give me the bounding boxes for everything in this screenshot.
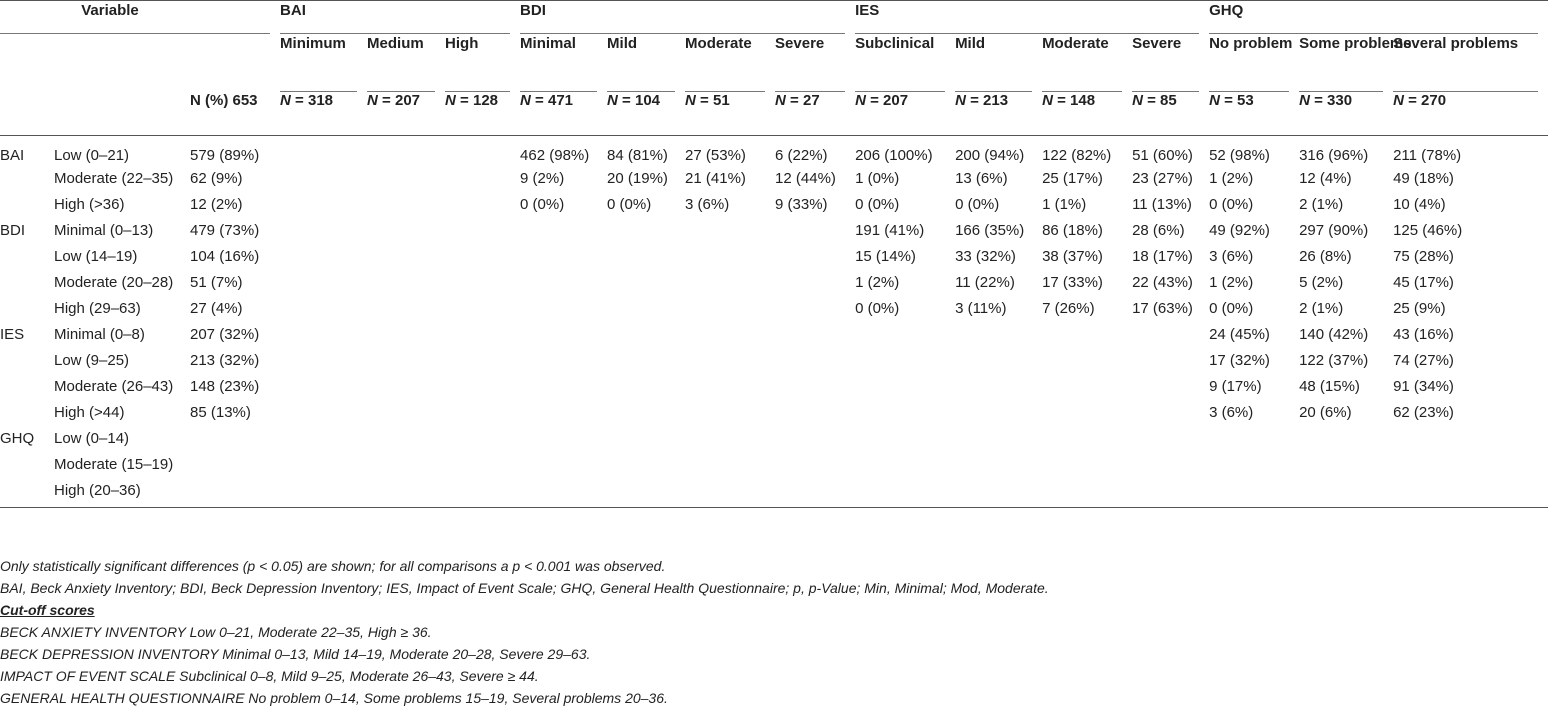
value-cell: 1 (2%) xyxy=(1209,170,1254,187)
level-cell: Low (0–14) xyxy=(54,430,130,447)
cutoff-ies: IMPACT OF EVENT SCALE Subclinical 0–8, Mild 9–25, Moderate 26–43, Severe ≥ 44. xyxy=(0,668,539,684)
subheader: Several problems xyxy=(1393,35,1519,52)
value-cell xyxy=(445,273,520,299)
value-cell xyxy=(520,221,607,247)
subheader: Moderate xyxy=(1042,35,1109,52)
value-cell xyxy=(367,455,445,481)
value-cell xyxy=(367,351,445,377)
value-cell xyxy=(367,429,445,455)
value-cell xyxy=(367,273,445,299)
scale-cell xyxy=(0,377,54,403)
value-cell xyxy=(280,195,367,221)
value-cell xyxy=(367,481,445,508)
value-cell: 0 (0%) xyxy=(607,196,652,213)
total-cell: 104 (16%) xyxy=(190,248,260,265)
scale-cell: BAI xyxy=(0,146,25,164)
table-row xyxy=(0,221,1548,247)
cutoff-heading: Cut-off scores xyxy=(0,602,95,618)
value-cell: 17 (63%) xyxy=(1132,300,1193,317)
value-cell xyxy=(775,247,855,273)
value-cell: 297 (90%) xyxy=(1299,222,1369,239)
value-cell xyxy=(445,135,520,169)
value-cell xyxy=(367,325,445,351)
subheader: Minimal xyxy=(520,35,576,52)
level-cell: Low (14–19) xyxy=(54,248,138,265)
level-cell: High (>44) xyxy=(54,404,125,421)
value-cell: 62 (23%) xyxy=(1393,404,1454,421)
value-cell xyxy=(775,299,855,325)
value-cell xyxy=(955,429,1042,455)
value-cell: 12 (4%) xyxy=(1299,170,1352,187)
value-cell: 5 (2%) xyxy=(1299,274,1344,291)
value-cell: 9 (33%) xyxy=(775,196,828,213)
value-cell xyxy=(685,351,775,377)
value-cell: 22 (43%) xyxy=(1132,274,1193,291)
header-group-bai: BAI xyxy=(280,1,520,35)
level-cell: High (29–63) xyxy=(54,300,141,317)
value-cell xyxy=(855,403,955,429)
value-cell: 52 (98%) xyxy=(1209,146,1270,164)
value-cell xyxy=(520,455,607,481)
value-cell xyxy=(607,377,685,403)
value-cell: 21 (41%) xyxy=(685,170,746,187)
value-cell xyxy=(1132,351,1209,377)
value-cell xyxy=(445,325,520,351)
value-cell xyxy=(445,299,520,325)
value-cell xyxy=(367,195,445,221)
value-cell xyxy=(280,325,367,351)
total-cell xyxy=(190,455,280,481)
total-cell: 85 (13%) xyxy=(190,404,251,421)
value-cell xyxy=(445,169,520,195)
value-cell xyxy=(1132,455,1209,481)
value-cell: 74 (27%) xyxy=(1393,352,1454,369)
value-cell xyxy=(1393,429,1548,455)
table-row xyxy=(0,247,1548,273)
value-cell: 2 (1%) xyxy=(1299,196,1344,213)
value-cell: 166 (35%) xyxy=(955,222,1025,239)
value-cell: 2 (1%) xyxy=(1299,300,1344,317)
value-cell xyxy=(607,481,685,508)
value-cell: 20 (19%) xyxy=(607,170,668,187)
table-row xyxy=(0,135,1548,169)
value-cell: 18 (17%) xyxy=(1132,248,1193,265)
value-cell: 140 (42%) xyxy=(1299,326,1369,343)
value-cell xyxy=(855,325,955,351)
total-cell: 207 (32%) xyxy=(190,326,260,343)
value-cell xyxy=(1042,377,1132,403)
value-cell: 3 (11%) xyxy=(955,300,1007,317)
value-cell: 27 (53%) xyxy=(685,146,746,164)
total-cell: 62 (9%) xyxy=(190,170,243,187)
subheader: Minimum xyxy=(280,35,346,52)
scale-cell xyxy=(0,195,54,221)
n-cell: N = 330 xyxy=(1299,91,1393,135)
value-cell: 1 (1%) xyxy=(1042,196,1087,213)
scale-cell xyxy=(0,403,54,429)
value-cell xyxy=(775,273,855,299)
value-cell xyxy=(775,481,855,508)
value-cell xyxy=(855,377,955,403)
value-cell xyxy=(280,273,367,299)
table-row xyxy=(0,455,1548,481)
value-cell xyxy=(280,403,367,429)
value-cell xyxy=(1393,481,1548,508)
subheader: No problem xyxy=(1209,35,1293,52)
value-cell: 3 (6%) xyxy=(1209,248,1254,265)
scale-cell: GHQ xyxy=(0,430,35,447)
subheader: Severe xyxy=(1132,35,1182,52)
value-cell xyxy=(280,135,367,169)
value-cell: 462 (98%) xyxy=(520,146,590,164)
value-cell xyxy=(280,351,367,377)
value-cell: 24 (45%) xyxy=(1209,326,1270,343)
value-cell xyxy=(607,299,685,325)
value-cell: 48 (15%) xyxy=(1299,378,1360,395)
header-group-bdi: BDI xyxy=(520,1,855,35)
total-cell xyxy=(190,429,280,455)
value-cell: 25 (9%) xyxy=(1393,300,1446,317)
value-cell xyxy=(1209,481,1299,508)
value-cell xyxy=(280,299,367,325)
value-cell xyxy=(1393,455,1548,481)
value-cell xyxy=(1132,377,1209,403)
level-cell: Low (9–25) xyxy=(54,352,130,369)
value-cell: 9 (2%) xyxy=(520,170,565,187)
value-cell xyxy=(607,325,685,351)
value-cell: 0 (0%) xyxy=(1209,196,1254,213)
value-cell xyxy=(685,429,775,455)
abbreviations-note: BAI, Beck Anxiety Inventory; BDI, Beck Depression Inventory; IES, Impact of Event Scale; GHQ, General Health Questionnaire; p, p-Value; Min, Minimal; Mod, Moderate. xyxy=(0,580,1049,596)
value-cell: 9 (17%) xyxy=(1209,378,1262,395)
table-row xyxy=(0,169,1548,195)
value-cell: 1 (2%) xyxy=(1209,274,1254,291)
value-cell xyxy=(955,377,1042,403)
value-cell xyxy=(955,481,1042,508)
value-cell: 43 (16%) xyxy=(1393,326,1454,343)
value-cell xyxy=(607,403,685,429)
value-cell xyxy=(445,403,520,429)
value-cell xyxy=(685,403,775,429)
scale-cell xyxy=(0,169,54,195)
value-cell xyxy=(520,325,607,351)
value-cell: 23 (27%) xyxy=(1132,170,1193,187)
total-cell: 579 (89%) xyxy=(190,146,260,164)
n-cell: N = 471 xyxy=(520,91,607,135)
value-cell: 49 (18%) xyxy=(1393,170,1454,187)
value-cell xyxy=(520,429,607,455)
subheader: Subclinical xyxy=(855,35,935,52)
n-total: N (%) 653 xyxy=(190,91,280,135)
value-cell xyxy=(1042,455,1132,481)
value-cell xyxy=(1209,429,1299,455)
table-row xyxy=(0,403,1548,429)
scale-cell xyxy=(0,455,54,481)
table-row xyxy=(0,195,1548,221)
value-cell: 38 (37%) xyxy=(1042,248,1103,265)
n-cell: N = 207 xyxy=(367,91,445,135)
value-cell xyxy=(445,481,520,508)
value-cell xyxy=(855,429,955,455)
value-cell xyxy=(685,377,775,403)
value-cell: 15 (14%) xyxy=(855,248,916,265)
value-cell xyxy=(775,455,855,481)
value-cell: 10 (4%) xyxy=(1393,196,1446,213)
value-cell xyxy=(855,351,955,377)
value-cell xyxy=(607,429,685,455)
table-row xyxy=(0,273,1548,299)
value-cell xyxy=(775,429,855,455)
value-cell: 51 (60%) xyxy=(1132,146,1193,164)
total-cell: 27 (4%) xyxy=(190,300,243,317)
value-cell: 84 (81%) xyxy=(607,146,668,164)
value-cell xyxy=(607,221,685,247)
value-cell xyxy=(855,455,955,481)
total-cell: 213 (32%) xyxy=(190,352,260,369)
n-cell: N = 85 xyxy=(1132,91,1209,135)
value-cell: 86 (18%) xyxy=(1042,222,1103,239)
n-cell: N = 318 xyxy=(280,91,367,135)
table-row xyxy=(0,299,1548,325)
value-cell xyxy=(685,273,775,299)
level-cell: High (>36) xyxy=(54,196,125,213)
table-row xyxy=(0,325,1548,351)
value-cell: 122 (37%) xyxy=(1299,352,1369,369)
value-cell xyxy=(520,351,607,377)
value-cell xyxy=(445,351,520,377)
value-cell xyxy=(1132,403,1209,429)
scale-cell xyxy=(0,273,54,299)
value-cell xyxy=(1299,429,1393,455)
value-cell xyxy=(1042,403,1132,429)
value-cell xyxy=(685,221,775,247)
scale-cell xyxy=(0,247,54,273)
level-cell: High (20–36) xyxy=(54,481,190,508)
value-cell xyxy=(955,351,1042,377)
level-cell: Moderate (22–35) xyxy=(54,170,174,187)
value-cell xyxy=(520,481,607,508)
value-cell: 316 (96%) xyxy=(1299,146,1369,164)
value-cell xyxy=(367,403,445,429)
value-cell xyxy=(775,377,855,403)
value-cell: 3 (6%) xyxy=(685,196,730,213)
value-cell xyxy=(445,247,520,273)
n-cell: N = 207 xyxy=(855,91,955,135)
level-cell: Moderate (26–43) xyxy=(54,378,174,395)
scale-cell xyxy=(0,481,54,508)
value-cell xyxy=(520,273,607,299)
value-cell xyxy=(280,221,367,247)
value-cell xyxy=(955,403,1042,429)
table-body xyxy=(0,135,1548,508)
n-cell: N = 213 xyxy=(955,91,1042,135)
value-cell xyxy=(607,247,685,273)
value-cell xyxy=(1132,481,1209,508)
value-cell xyxy=(855,481,955,508)
value-cell xyxy=(1209,455,1299,481)
subheader: High xyxy=(445,35,479,52)
cutoff-ghq: GENERAL HEALTH QUESTIONNAIRE No problem 0–14, Some problems 15–19, Several problems 20–36. xyxy=(0,690,668,706)
value-cell: 28 (6%) xyxy=(1132,222,1185,239)
value-cell: 211 (78%) xyxy=(1393,146,1462,164)
subcategory-row xyxy=(0,34,1548,91)
n-cell: N = 270 xyxy=(1393,91,1548,135)
table-footnotes xyxy=(0,555,1474,709)
total-cell: 148 (23%) xyxy=(190,378,260,395)
value-cell xyxy=(775,351,855,377)
value-cell: 1 (0%) xyxy=(855,170,900,187)
value-cell xyxy=(1299,481,1393,508)
n-row xyxy=(0,91,1548,135)
value-cell xyxy=(367,221,445,247)
value-cell xyxy=(280,455,367,481)
value-cell: 200 (94%) xyxy=(955,146,1025,164)
value-cell: 0 (0%) xyxy=(855,300,900,317)
value-cell xyxy=(367,169,445,195)
value-cell: 122 (82%) xyxy=(1042,146,1112,164)
scale-cell: BDI xyxy=(0,222,26,239)
value-cell xyxy=(1299,455,1393,481)
value-cell xyxy=(520,403,607,429)
table-row xyxy=(0,377,1548,403)
value-cell: 191 (41%) xyxy=(855,222,925,239)
value-cell: 0 (0%) xyxy=(1209,300,1254,317)
value-cell: 49 (92%) xyxy=(1209,222,1270,239)
value-cell: 11 (13%) xyxy=(1132,196,1192,213)
value-cell: 75 (28%) xyxy=(1393,248,1454,265)
value-cell xyxy=(520,299,607,325)
value-cell: 26 (8%) xyxy=(1299,248,1352,265)
value-cell: 45 (17%) xyxy=(1393,274,1454,291)
subheader: Severe xyxy=(775,35,825,52)
value-cell: 6 (22%) xyxy=(775,146,828,164)
value-cell: 17 (33%) xyxy=(1042,274,1103,291)
value-cell xyxy=(367,377,445,403)
value-cell xyxy=(445,455,520,481)
cutoff-bdi: BECK DEPRESSION INVENTORY Minimal 0–13, Mild 14–19, Moderate 20–28, Severe 29–63. xyxy=(0,646,591,662)
value-cell xyxy=(445,377,520,403)
header-variable: Variable xyxy=(0,1,280,35)
value-cell xyxy=(1042,351,1132,377)
value-cell xyxy=(955,325,1042,351)
header-group-ies: IES xyxy=(855,1,1209,35)
value-cell: 7 (26%) xyxy=(1042,300,1095,317)
table-row xyxy=(0,429,1548,455)
value-cell xyxy=(367,135,445,169)
value-cell xyxy=(685,455,775,481)
value-cell: 3 (6%) xyxy=(1209,404,1254,421)
n-cell: N = 104 xyxy=(607,91,685,135)
value-cell xyxy=(520,247,607,273)
value-cell: 17 (32%) xyxy=(1209,352,1270,369)
value-cell xyxy=(280,169,367,195)
value-cell xyxy=(445,195,520,221)
level-cell: Minimal (0–8) xyxy=(54,326,145,343)
level-cell: Moderate (15–19) xyxy=(54,456,174,473)
value-cell xyxy=(685,299,775,325)
value-cell xyxy=(775,221,855,247)
scale-cell xyxy=(0,299,54,325)
level-cell: Low (0–21) xyxy=(54,146,130,164)
value-cell xyxy=(280,377,367,403)
header-group-ghq: GHQ xyxy=(1209,1,1548,35)
value-cell: 33 (32%) xyxy=(955,248,1016,265)
value-cell xyxy=(1132,325,1209,351)
value-cell xyxy=(280,429,367,455)
total-cell: 12 (2%) xyxy=(190,196,243,213)
cutoff-bai: BECK ANXIETY INVENTORY Low 0–21, Moderate 22–35, High ≥ 36. xyxy=(0,624,432,640)
value-cell xyxy=(685,325,775,351)
n-cell: N = 128 xyxy=(445,91,520,135)
level-cell: Moderate (20–28) xyxy=(54,274,174,291)
significance-note: Only statistically significant differences (p < 0.05) are shown; for all comparisons a p < 0.001 was observed. xyxy=(0,558,666,574)
value-cell xyxy=(607,455,685,481)
level-cell: Minimal (0–13) xyxy=(54,222,154,239)
subheader: Mild xyxy=(955,35,986,52)
table-row xyxy=(0,481,1548,508)
scale-cell xyxy=(0,351,54,377)
n-cell: N = 148 xyxy=(1042,91,1132,135)
subheader: Some problems xyxy=(1299,35,1412,52)
value-cell xyxy=(1042,325,1132,351)
value-cell: 206 (100%) xyxy=(855,146,933,164)
value-cell xyxy=(367,247,445,273)
value-cell xyxy=(280,247,367,273)
value-cell xyxy=(1042,429,1132,455)
table-row xyxy=(0,351,1548,377)
value-cell xyxy=(685,247,775,273)
value-cell: 12 (44%) xyxy=(775,170,836,187)
value-cell: 13 (6%) xyxy=(955,170,1008,187)
value-cell xyxy=(775,403,855,429)
subheader: Mild xyxy=(607,35,638,52)
subheader: Moderate xyxy=(685,35,752,52)
subheader: Medium xyxy=(367,35,424,52)
value-cell xyxy=(955,455,1042,481)
value-cell xyxy=(520,377,607,403)
value-cell xyxy=(607,351,685,377)
n-cell: N = 51 xyxy=(685,91,775,135)
scale-cell: IES xyxy=(0,326,25,343)
total-cell: 479 (73%) xyxy=(190,222,260,239)
value-cell: 0 (0%) xyxy=(955,196,1000,213)
value-cell xyxy=(1042,481,1132,508)
n-cell: N = 53 xyxy=(1209,91,1299,135)
value-cell: 125 (46%) xyxy=(1393,222,1463,239)
value-cell: 25 (17%) xyxy=(1042,170,1103,187)
value-cell xyxy=(445,221,520,247)
value-cell xyxy=(367,299,445,325)
value-cell xyxy=(685,481,775,508)
total-cell xyxy=(190,481,280,508)
value-cell xyxy=(1132,429,1209,455)
value-cell: 20 (6%) xyxy=(1299,404,1352,421)
value-cell: 0 (0%) xyxy=(520,196,565,213)
total-cell: 51 (7%) xyxy=(190,274,243,291)
value-cell: 91 (34%) xyxy=(1393,378,1454,395)
value-cell xyxy=(607,273,685,299)
value-cell: 1 (2%) xyxy=(855,274,900,291)
value-cell xyxy=(280,481,367,508)
n-cell: N = 27 xyxy=(775,91,855,135)
value-cell xyxy=(775,325,855,351)
value-cell xyxy=(445,429,520,455)
value-cell: 11 (22%) xyxy=(955,274,1015,291)
value-cell: 0 (0%) xyxy=(855,196,900,213)
